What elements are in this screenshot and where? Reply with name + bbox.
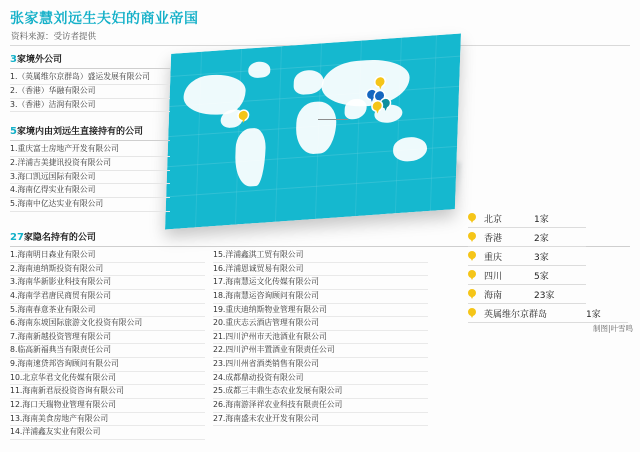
legend-label: 四川	[484, 272, 503, 282]
legend-row-hainan	[468, 286, 633, 305]
list-item: 15.洋浦鑫淇工贸有限公司	[213, 249, 428, 263]
named-list-1	[10, 249, 205, 440]
named-column-1	[10, 249, 205, 440]
list-item: 21.四川沪州市天池酒业有限公司	[213, 331, 428, 345]
map-legend	[468, 210, 633, 324]
list-item: 17.海南慧运文化传媒有限公司	[213, 276, 428, 290]
list-item: 10.北京华君文化传媒有限公司	[10, 372, 205, 386]
legend-count: 23家	[534, 291, 555, 301]
direct-count: 5	[10, 126, 17, 137]
legend-count: 5家	[534, 272, 549, 282]
direct-heading-label: 家境内由刘远生直接持有的公司	[16, 127, 143, 137]
list-item: 12.海口天瑞物业管理有限公司	[10, 399, 205, 413]
list-item: 11.海南新君辰投资咨询有限公司	[10, 385, 205, 399]
list-item: 1.海南明日森业有限公司	[10, 249, 205, 263]
list-item: 8.临高新福典当有限责任公司	[10, 344, 205, 358]
legend-count: 2家	[534, 234, 549, 244]
legend-row-beijing	[468, 210, 633, 229]
list-item: 22.四川沪州丰置酒业有限责任公司	[213, 344, 428, 358]
direct-list	[10, 143, 170, 212]
direct-divider	[10, 140, 170, 141]
legend-label: 重庆	[484, 253, 503, 263]
list-item: 1.（英属维尔京群岛）盛运发展有限公司	[10, 71, 170, 85]
list-item: 18.海南慧运咨询顾问有限公司	[213, 290, 428, 304]
list-item: 16.洋浦恩诚贸易有限公司	[213, 263, 428, 277]
named-heading-label: 家隐名持有的公司	[23, 233, 96, 243]
legend-row-chongqing	[468, 248, 633, 267]
list-item: 2.洋浦吉美捷讯投资有限公司	[10, 157, 170, 171]
list-item: 5.海南中亿达实业有限公司	[10, 198, 170, 212]
list-item: 26.海南游泽祥农业科技有限责任公司	[213, 399, 428, 413]
list-item: 4.海南亿得实业有限公司	[10, 184, 170, 198]
overseas-count: 3	[10, 54, 17, 65]
list-item: 23.四川州省酒类销售有限公司	[213, 358, 428, 372]
list-item: 5.海南春意茶业有限公司	[10, 304, 205, 318]
page-title: 张家慧刘远生夫妇的商业帝国	[10, 11, 199, 27]
legend-row-sichuan	[468, 267, 633, 286]
legend-count: 1家	[586, 310, 601, 320]
list-item: 7.海南新越投资管理有限公司	[10, 331, 205, 345]
legend-count: 1家	[534, 215, 549, 225]
list-item: 14.洋浦鑫友实业有限公司	[10, 426, 205, 440]
list-item: 4.海南学君唐民商贸有限公司	[10, 290, 205, 304]
legend-label: 北京	[484, 215, 503, 225]
list-item: 19.重庆迪纳斯物业管理有限公司	[213, 304, 428, 318]
map-pin-hongkong	[380, 99, 389, 113]
map-surface	[165, 34, 461, 230]
map-pin-beijing	[375, 77, 384, 91]
named-column-2	[213, 249, 428, 426]
pin-icon	[468, 270, 476, 281]
direct-heading	[10, 124, 170, 137]
direct-companies-block	[10, 124, 170, 212]
named-count: 27	[10, 232, 24, 243]
legend-row-hongkong	[468, 229, 633, 248]
pin-icon	[468, 213, 476, 224]
overseas-divider	[10, 68, 170, 69]
legend-count: 3家	[534, 253, 549, 263]
map-pin-hainan	[372, 101, 381, 115]
list-item: 1.重庆富士房地产开发有限公司	[10, 143, 170, 157]
list-item: 6.海南东坡国际旅游文化投资有限公司	[10, 317, 205, 331]
pin-icon	[468, 251, 476, 262]
named-list-2	[213, 249, 428, 426]
credit-line: 制图|叶雪鸣	[592, 324, 633, 333]
list-item: 2.海南迪纳斯投资有限公司	[10, 263, 205, 277]
list-item: 9.海南速贷邦咨询顾问有限公司	[10, 358, 205, 372]
overseas-companies-block	[10, 52, 170, 112]
page-subtitle: 资料来源：受访者提供	[11, 32, 97, 42]
list-item: 2.（香港）华融有限公司	[10, 85, 170, 99]
list-item: 3.（香港）洁润有限公司	[10, 99, 170, 113]
legend-label: 海南	[484, 291, 503, 301]
pin-icon	[468, 289, 476, 300]
list-item: 3.海南华新影业科技有限公司	[10, 276, 205, 290]
list-item: 27.海南盛未农业开发有限公司	[213, 413, 428, 427]
legend-label: 英属维尔京群岛	[484, 310, 548, 320]
overseas-heading-label: 家境外公司	[16, 55, 62, 65]
list-item: 3.海口凯远国际有限公司	[10, 171, 170, 185]
legend-row-bvi	[468, 305, 633, 324]
pin-icon	[468, 308, 476, 319]
overseas-heading	[10, 52, 170, 65]
pin-icon	[468, 232, 476, 243]
list-item: 13.海南美食房地产有限公司	[10, 413, 205, 427]
legend-label: 香港	[484, 234, 503, 244]
map-pin-british-virgin-islands	[238, 111, 247, 125]
list-item: 20.重庆志云酒店管理有限公司	[213, 317, 428, 331]
list-item: 25.成都三丰鼎生态农业发展有限公司	[213, 385, 428, 399]
world-map	[168, 44, 468, 234]
callout-connector	[318, 110, 348, 128]
list-item: 24.成都鼎动投资有限公司	[213, 372, 428, 386]
overseas-list	[10, 71, 170, 112]
